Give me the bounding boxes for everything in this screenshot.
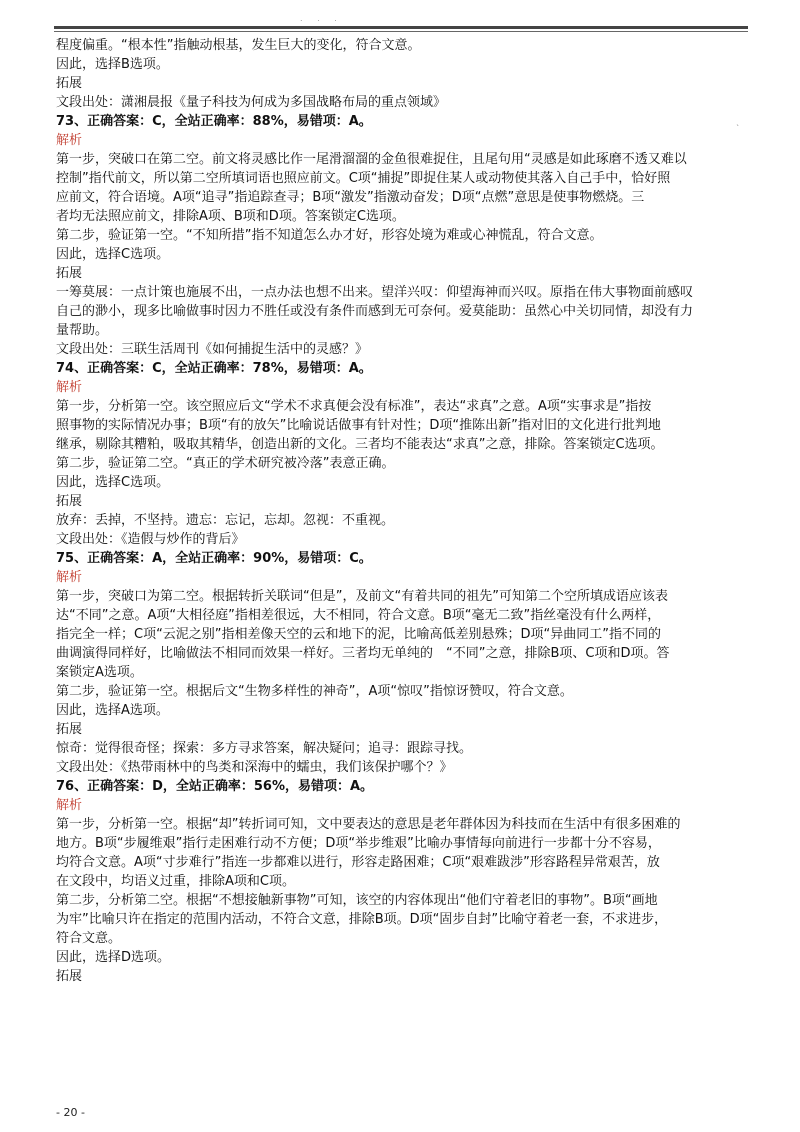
source-line: 文段出处：《热带雨林中的鸟类和深海中的蠕虫，我们该保护哪个？》	[56, 760, 453, 775]
body-line: 达“不同”之意。A项“大相径庭”指相差很远，大不相同，符合文意。B项“毫无二致”指丝毫没有什么两样，	[56, 608, 661, 623]
section-label-tuozhan: 拓展	[56, 76, 83, 91]
body-line: 案锁定A选项。	[56, 665, 143, 680]
body-line: 应前文，符合语境。A项“追寻”指追踪查寻；B项“激发”指激动奋发；D项“点燃”意思是使事物燃烧。三	[56, 190, 645, 205]
body-line: 因此，选择C选项。	[56, 247, 170, 262]
document-body	[56, 36, 750, 986]
body-line: 放弃：丢掉，不坚持。遗忘：忘记，忘却。忽视：不重视。	[56, 513, 395, 528]
source-line: 文段出处：潇湘晨报《量子科技为何成为多国战略布局的重点领域》	[56, 95, 447, 110]
section-label-tuozhan: 拓展	[56, 722, 83, 737]
section-label-jiexi: 解析	[56, 133, 83, 148]
body-line: 指完全一样；C项“云泥之别”指相差像天空的云和地下的泥，比喻高低差别悬殊；D项“异曲同工”指不同的	[56, 627, 662, 642]
header-rule-thick	[54, 26, 748, 29]
body-line: 因此，选择B选项。	[56, 57, 169, 72]
section-label-jiexi: 解析	[56, 570, 83, 585]
body-line: 因此，选择A选项。	[56, 703, 169, 718]
answer-header-75: 75、正确答案：A，全站正确率：90%，易错项：C。	[56, 551, 372, 566]
body-line: 因此，选择D选项。	[56, 950, 171, 965]
body-line: 照事物的实际情况办事；B项“有的放矢”比喻说话做事有针对性；D项“推陈出新”指对旧的文化进行批判地	[56, 418, 661, 433]
answer-header-76: 76、正确答案：D，全站正确率：56%，易错项：A。	[56, 779, 374, 794]
body-line: 因此，选择C选项。	[56, 475, 170, 490]
body-line: 一筹莫展：一点计策也施展不出，一点办法也想不出来。望洋兴叹：仰望海神而兴叹。原指在伟大事物面前感叹	[56, 285, 694, 300]
body-line: 惊奇：觉得很奇怪；探索：多方寻求答案，解决疑问；追寻：跟踪寻找。	[56, 741, 473, 756]
body-line: 在文段中，均语义过重，排除A项和C项。	[56, 874, 295, 889]
body-line: 第一步，突破口为第二空。根据转折关联词“但是”，及前文“有着共同的祖先”可知第二个空所填成语应该表	[56, 589, 668, 604]
stray-mark: `	[736, 124, 740, 133]
body-line: 者均无法照应前文，排除A项、B项和D项。答案锁定C选项。	[56, 209, 405, 224]
section-label-tuozhan: 拓展	[56, 969, 83, 984]
body-line: 为牢”比喻只许在指定的范围内活动，不符合文意，排除B项。D项“固步自封”比喻守着老一套，不求进步，	[56, 912, 668, 927]
body-line: 量帮助。	[56, 323, 109, 338]
body-line: 程度偏重。“根本性”指触动根基，发生巨大的变化，符合文意。	[56, 38, 421, 53]
section-label-tuozhan: 拓展	[56, 494, 83, 509]
source-line: 文段出处：《造假与炒作的背后》	[56, 532, 245, 547]
body-line: 第一步，分析第一空。该空照应后文“学术不求真便会没有标准”，表达“求真”之意。A项“实事求是”指按	[56, 399, 652, 414]
source-line: 文段出处：三联生活周刊《如何捕捉生活中的灵感？》	[56, 342, 369, 357]
answer-header-73: 73、正确答案：C，全站正确率：88%，易错项：A。	[56, 114, 372, 129]
page-number: - 20 -	[56, 1106, 85, 1119]
header-dots: . . .	[300, 14, 343, 23]
body-line: 第一步，分析第一空。根据“却”转折词可知，文中要表达的意思是老年群体因为科技而在生活中有很多困难的	[56, 817, 681, 832]
body-line: 第二步，验证第一空。“不知所措”指不知道怎么办才好，形容处境为难或心神慌乱，符合文意。	[56, 228, 603, 243]
section-label-jiexi: 解析	[56, 798, 83, 813]
body-line: 第一步，突破口在第二空。前文将灵感比作一尾滑溜溜的金鱼很难捉住，且尾句用“灵感是如此琢磨不透又难以	[56, 152, 687, 167]
answer-header-74: 74、正确答案：C，全站正确率：78%，易错项：A。	[56, 361, 372, 376]
section-label-jiexi: 解析	[56, 380, 83, 395]
body-line: 自己的渺小，现多比喻做事时因力不胜任或没有条件而感到无可奈何。爱莫能助：虽然心中关切同情，却没有力	[56, 304, 694, 319]
body-line: 曲调演得同样好，比喻做法不相同而效果一样好。三者均无单纯的 “不同”之意，排除B项、C项和D项。答	[56, 646, 670, 661]
body-line: 地方。B项“步履维艰”指行走困难行动不方便；D项“举步维艰”比喻办事情每向前进行一步都十分不容易，	[56, 836, 661, 851]
body-line: 控制”指代前文，所以第二空所填词语也照应前文。C项“捕捉”即捉住某人或动物使其落入自己手中，恰好照	[56, 171, 671, 186]
body-line: 继承，剔除其糟粕，吸取其精华，创造出新的文化。三者均不能表达“求真”之意，排除。答案锁定C选项。	[56, 437, 664, 452]
section-label-tuozhan: 拓展	[56, 266, 83, 281]
body-line: 符合文意。	[56, 931, 122, 946]
header-rule-thin	[54, 31, 748, 32]
body-line: 第二步，分析第二空。根据“不想接触新事物”可知，该空的内容体现出“他们守着老旧的事物”。B项“画地	[56, 893, 658, 908]
body-line: 第二步，验证第二空。“真正的学术研究被冷落”表意正确。	[56, 456, 395, 471]
body-line: 第二步，验证第一空。根据后文“生物多样性的神奇”，A项“惊叹”指惊讶赞叹，符合文意。	[56, 684, 573, 699]
body-line: 均符合文意。A项“寸步难行”指连一步都难以进行，形容走路困难；C项“艰难跋涉”形容路程异常艰苦，放	[56, 855, 660, 870]
